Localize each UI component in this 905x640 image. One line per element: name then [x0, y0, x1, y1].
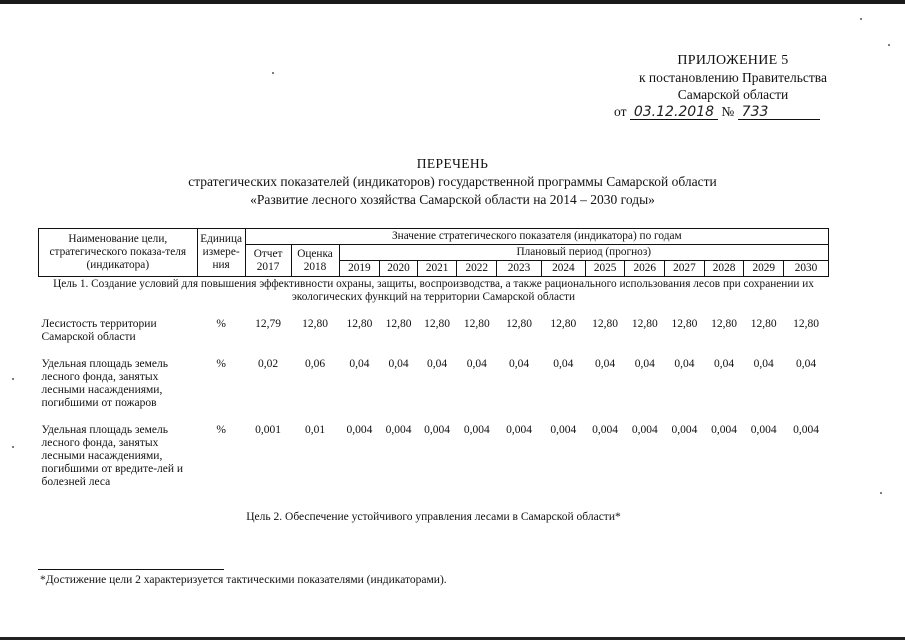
header-unit: Единица измере-ния — [197, 229, 245, 277]
scan-speck — [272, 72, 274, 74]
value-2019: 12,80 — [346, 318, 373, 330]
value-2020: 12,80 — [385, 318, 412, 330]
indicator-name: Лесистость территории Самарской области — [41, 318, 157, 343]
table-header-row-1 — [39, 229, 829, 245]
appendix-block — [639, 52, 827, 103]
header-year: 2019 — [339, 261, 380, 277]
scan-speck — [880, 492, 882, 494]
value-2025: 12,80 — [592, 318, 619, 330]
value-2022: 0,04 — [466, 358, 487, 370]
value-2030: 0,004 — [793, 424, 819, 436]
scan-speck — [860, 18, 862, 20]
value-2022: 0,004 — [463, 424, 490, 436]
value-estimate-2018: 0,01 — [304, 424, 326, 436]
header-year: 2028 — [704, 261, 744, 277]
header-report-2017: Отчет 2017 — [245, 245, 291, 277]
scan-edge-top — [0, 0, 905, 4]
value-2019: 0,04 — [349, 358, 370, 370]
date-prefix: от — [614, 104, 627, 119]
value-report-2017: 0,001 — [255, 424, 282, 436]
number-prefix: № — [721, 104, 735, 119]
header-year: 2025 — [585, 261, 625, 277]
value-report-2017: 0,02 — [258, 358, 279, 370]
appendix-order-line — [614, 104, 820, 120]
goal-1-row — [39, 277, 829, 319]
value-2022: 12,80 — [463, 318, 490, 330]
indicators-table — [38, 228, 829, 524]
value-2026: 0,04 — [634, 358, 655, 370]
appendix-title: ПРИЛОЖЕНИЕ 5 — [677, 53, 789, 68]
value-2023: 12,80 — [506, 318, 532, 330]
indicator-unit: % — [216, 424, 226, 436]
header-estimate-2018: Оценка 2018 — [291, 245, 339, 277]
title-heading: ПЕРЕЧЕНЬ — [416, 156, 489, 171]
table-row — [39, 424, 829, 503]
footnote: *Достижение цели 2 характеризуется тактическими показателями (индикаторами). — [40, 574, 447, 586]
title-line-1: стратегических показателей (индикаторов) государственной программы Самарской области — [188, 174, 717, 189]
header-year: 2030 — [784, 261, 829, 277]
value-2028: 0,04 — [714, 358, 735, 370]
value-2023: 0,04 — [508, 358, 530, 370]
value-2021: 0,04 — [427, 358, 448, 370]
value-2020: 0,004 — [385, 424, 412, 436]
value-2028: 12,80 — [711, 318, 738, 330]
goal-2-text: Цель 2. Обеспечение устойчивого управления лесами в Самарской области* — [246, 511, 621, 523]
value-2021: 12,80 — [424, 318, 451, 330]
value-2027: 0,004 — [671, 424, 698, 436]
indicator-name: Удельная площадь земель лесного фонда, занятых лесными насаждениями, погибшими от пожаров — [41, 358, 168, 409]
value-2024: 0,04 — [553, 358, 574, 370]
footnote-divider — [38, 569, 224, 570]
header-values-group: Значение стратегического показателя (индикатора) по годам — [245, 229, 828, 245]
value-2025: 0,04 — [595, 358, 616, 370]
scan-speck — [12, 446, 14, 448]
header-year: 2024 — [541, 261, 585, 277]
value-2030: 12,80 — [793, 318, 819, 330]
value-estimate-2018: 0,06 — [304, 358, 326, 370]
header-indicator-name: Наименование цели, стратегического показа-теля (индикатора) — [39, 229, 198, 277]
header-year: 2027 — [665, 261, 705, 277]
appendix-line-2: Самарской области — [677, 87, 789, 102]
header-year: 2023 — [497, 261, 542, 277]
scan-speck — [12, 378, 14, 380]
indicator-name: Удельная площадь земель лесного фонда, занятых лесными насаждениями, погибшими от вредите-лей и болезней леса — [41, 424, 184, 488]
value-2029: 0,004 — [750, 424, 777, 436]
value-2027: 12,80 — [671, 318, 698, 330]
value-2026: 12,80 — [631, 318, 658, 330]
header-year: 2020 — [380, 261, 418, 277]
table-row — [39, 318, 829, 358]
header-year: 2021 — [417, 261, 457, 277]
value-2025: 0,004 — [592, 424, 619, 436]
value-2029: 0,04 — [753, 358, 774, 370]
value-2020: 0,04 — [388, 358, 409, 370]
value-2024: 12,80 — [550, 318, 577, 330]
goal-1-text: Цель 1. Создание условий для повышения эффективности охраны, защиты, воспроизводства, а также рационального использования лесов при сохранении их экологических функций на территории Самарской области — [53, 278, 814, 303]
value-report-2017: 12,79 — [255, 318, 282, 330]
indicator-unit: % — [216, 358, 226, 370]
header-year: 2026 — [625, 261, 665, 277]
value-2024: 0,004 — [550, 424, 577, 436]
value-2028: 0,004 — [711, 424, 738, 436]
value-2026: 0,004 — [631, 424, 658, 436]
header-year: 2022 — [457, 261, 497, 277]
value-2019: 0,004 — [346, 424, 373, 436]
header-planned-period: Плановый период (прогноз) — [339, 245, 828, 261]
value-estimate-2018: 12,80 — [302, 318, 328, 330]
appendix-line-1: к постановлению Правительства — [638, 70, 827, 85]
handwritten-date: 03.12.2018 — [630, 105, 718, 120]
value-2029: 12,80 — [750, 318, 777, 330]
title-line-2: «Развитие лесного хозяйства Самарской области на 2014 – 2030 годы» — [250, 192, 655, 207]
value-2023: 0,004 — [506, 424, 532, 436]
header-year: 2029 — [744, 261, 784, 277]
handwritten-number: 733 — [738, 105, 820, 120]
document-title — [0, 155, 905, 209]
value-2027: 0,04 — [674, 358, 695, 370]
goal-2-row — [39, 503, 829, 524]
indicator-unit: % — [216, 318, 226, 330]
value-2030: 0,04 — [795, 358, 817, 370]
scan-speck — [888, 44, 890, 46]
value-2021: 0,004 — [424, 424, 451, 436]
table-row — [39, 358, 829, 424]
